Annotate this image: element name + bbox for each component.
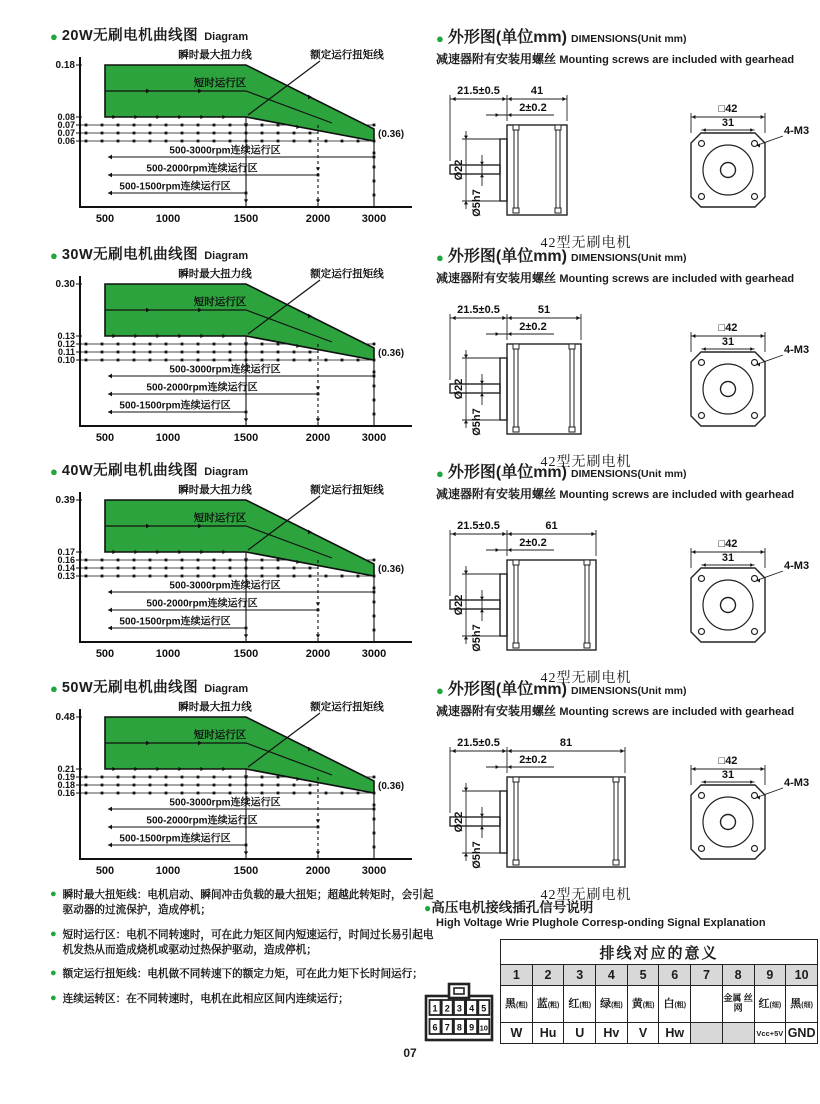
svg-text:Ø5h7: Ø5h7	[471, 408, 483, 436]
svg-text:41: 41	[530, 85, 544, 97]
pin-number-cell: 9	[754, 965, 786, 986]
torque-chart-30w	[50, 264, 420, 452]
signal-title-cn: 高压电机接线插孔信号说明	[431, 900, 594, 915]
svg-text:2000: 2000	[305, 213, 331, 225]
torque-chart-40w	[50, 480, 420, 668]
svg-text:3000: 3000	[361, 213, 387, 225]
svg-text:9: 9	[469, 1022, 475, 1033]
chart-section-50w	[50, 676, 420, 890]
pin-number-cell: 10	[786, 965, 818, 986]
dimension-section-1	[436, 24, 816, 252]
svg-text:31: 31	[721, 769, 735, 781]
dim-heading-cn: 外形图(单位mm)	[447, 29, 567, 46]
svg-text:0.19: 0.19	[57, 772, 75, 782]
dim-sub-en: Mounting screws are included with gearhead	[559, 273, 795, 285]
dimension-heading	[436, 24, 816, 47]
bullet-icon: ●	[50, 967, 57, 980]
svg-text:Ø5h7: Ø5h7	[471, 189, 483, 217]
torque-chart-20w	[50, 45, 420, 233]
svg-text:500-1500rpm连续运行区: 500-1500rpm连续运行区	[119, 181, 231, 193]
svg-text:0.07: 0.07	[57, 128, 75, 138]
signal-name-cell: Vcc+5V	[754, 1023, 786, 1044]
signal-name-cell	[691, 1023, 723, 1044]
svg-text:500-2000rpm连续运行区: 500-2000rpm连续运行区	[146, 163, 258, 175]
svg-text:0.12: 0.12	[57, 339, 75, 349]
svg-text:1: 1	[432, 1003, 438, 1014]
dimension-drawing	[436, 508, 816, 660]
dim-sub-en: Mounting screws are included with gearhead	[559, 489, 795, 501]
svg-text:500-3000rpm连续运行区: 500-3000rpm连续运行区	[169, 364, 281, 376]
svg-text:(0.36): (0.36)	[378, 564, 405, 575]
svg-text:500-3000rpm连续运行区: 500-3000rpm连续运行区	[169, 797, 281, 809]
svg-text:瞬时最大扭力线: 瞬时最大扭力线	[178, 484, 252, 496]
dimension-subheading	[436, 702, 816, 719]
svg-text:2000: 2000	[305, 648, 331, 660]
dim-sub-cn: 减速器附有安装用螺丝	[436, 487, 557, 501]
pin-number-cell: 2	[532, 965, 564, 986]
svg-text:□42: □42	[718, 755, 738, 767]
signal-title	[424, 896, 818, 916]
chart-title-text: 40W无刷电机曲线图	[61, 463, 199, 479]
bullet-icon: ●	[50, 681, 58, 696]
dim-sub-cn: 减速器附有安装用螺丝	[436, 704, 557, 718]
svg-text:500-2000rpm连续运行区: 500-2000rpm连续运行区	[146, 815, 258, 827]
svg-text:1500: 1500	[233, 432, 259, 444]
svg-text:21.5±0.5: 21.5±0.5	[457, 85, 500, 97]
svg-text:4: 4	[469, 1003, 475, 1014]
page-number: 07	[403, 1046, 417, 1060]
svg-text:Ø5h7: Ø5h7	[471, 841, 483, 869]
svg-text:500: 500	[95, 865, 115, 877]
note-text: 连续运转区：在不同转速时，电机在此相应区间内连续运行；	[62, 993, 349, 1006]
signal-row	[424, 939, 818, 1044]
svg-text:1500: 1500	[233, 648, 259, 660]
svg-text:短时运行区: 短时运行区	[193, 77, 247, 89]
dim-heading-cn: 外形图(单位mm)	[447, 681, 567, 698]
note-item	[50, 967, 438, 983]
svg-text:0.13: 0.13	[57, 571, 75, 581]
svg-text:0.14: 0.14	[57, 563, 75, 573]
chart-title-en: Diagram	[204, 683, 249, 695]
svg-text:0.06: 0.06	[57, 136, 75, 146]
svg-text:2: 2	[444, 1003, 450, 1014]
svg-text:额定运行扭矩线: 额定运行扭矩线	[310, 268, 384, 280]
svg-text:0.18: 0.18	[55, 60, 75, 71]
svg-text:短时运行区: 短时运行区	[193, 729, 247, 741]
svg-text:短时运行区: 短时运行区	[193, 296, 247, 308]
svg-text:短时运行区: 短时运行区	[193, 512, 247, 524]
signal-name-cell: V	[627, 1023, 659, 1044]
svg-text:2±0.2: 2±0.2	[519, 321, 547, 333]
svg-text:500-3000rpm连续运行区: 500-3000rpm连续运行区	[169, 145, 281, 157]
connector-plug-icon	[424, 980, 496, 1044]
svg-text:7: 7	[444, 1022, 450, 1033]
svg-text:2±0.2: 2±0.2	[519, 754, 547, 766]
dim-heading-en: DIMENSIONS(Unit mm)	[570, 468, 687, 480]
svg-text:□42: □42	[718, 322, 738, 334]
signal-name-cell: GND	[786, 1023, 818, 1044]
svg-text:0.48: 0.48	[55, 712, 75, 723]
svg-text:500-3000rpm连续运行区: 500-3000rpm连续运行区	[169, 580, 281, 592]
chart-title-40w	[50, 459, 420, 480]
pin-number-cell: 7	[691, 965, 723, 986]
dimension-subheading	[436, 485, 816, 502]
bullet-icon: ●	[436, 683, 444, 698]
note-text: 瞬时最大扭矩线：电机启动、瞬间冲击负载的最大扭矩；超越此转矩时，会引起驱动器的过流保护，造成停机；	[62, 889, 434, 917]
bullet-icon: ●	[50, 464, 58, 479]
svg-text:500: 500	[95, 648, 115, 660]
dimension-section-2	[436, 243, 816, 471]
bullet-icon: ●	[424, 901, 432, 915]
svg-text:额定运行扭矩线: 额定运行扭矩线	[310, 484, 384, 496]
pin-number-cell: 6	[659, 965, 691, 986]
svg-text:0.16: 0.16	[57, 555, 75, 565]
dimension-drawing	[436, 292, 816, 444]
svg-text:6: 6	[432, 1022, 438, 1033]
pin-number-cell: 4	[596, 965, 628, 986]
svg-text:3: 3	[456, 1003, 462, 1014]
dimension-caption: 42型无刷电机	[540, 888, 632, 903]
svg-text:0.17: 0.17	[57, 547, 75, 557]
wire-color-cell: 金属 丝网	[722, 986, 754, 1023]
svg-text:4-M3: 4-M3	[784, 125, 810, 137]
svg-text:2±0.2: 2±0.2	[519, 102, 547, 114]
dim-sub-en: Mounting screws are included with gearhead	[559, 54, 795, 66]
wire-color-cell	[691, 986, 723, 1023]
bullet-icon: ●	[436, 250, 444, 265]
svg-text:1500: 1500	[233, 213, 259, 225]
svg-text:1000: 1000	[155, 432, 181, 444]
bullet-icon: ●	[436, 31, 444, 46]
svg-text:0.39: 0.39	[55, 495, 75, 506]
svg-text:51: 51	[537, 304, 551, 316]
svg-text:□42: □42	[718, 103, 738, 115]
svg-text:0.07: 0.07	[57, 120, 75, 130]
svg-text:31: 31	[721, 336, 735, 348]
note-item	[50, 992, 438, 1008]
signal-name-cell: Hu	[532, 1023, 564, 1044]
svg-text:(0.36): (0.36)	[378, 781, 405, 792]
dim-sub-cn: 减速器附有安装用螺丝	[436, 271, 557, 285]
dim-heading-en: DIMENSIONS(Unit mm)	[570, 252, 687, 264]
signal-table	[500, 939, 818, 1044]
svg-text:0.16: 0.16	[57, 788, 75, 798]
chart-title-text: 20W无刷电机曲线图	[61, 28, 199, 44]
dim-heading-cn: 外形图(单位mm)	[447, 464, 567, 481]
dimension-heading	[436, 676, 816, 699]
svg-text:31: 31	[721, 117, 735, 129]
dim-sub-en: Mounting screws are included with gearhead	[559, 706, 795, 718]
dimension-caption: 42型无刷电机	[540, 455, 632, 470]
dim-heading-cn: 外形图(单位mm)	[447, 248, 567, 265]
bullet-icon: ●	[50, 927, 57, 940]
bullet-icon: ●	[50, 29, 58, 44]
svg-text:Ø22: Ø22	[453, 594, 465, 616]
dim-sub-cn: 减速器附有安装用螺丝	[436, 52, 557, 66]
svg-text:8: 8	[456, 1022, 462, 1033]
chart-title-en: Diagram	[204, 31, 249, 43]
bullet-icon: ●	[436, 466, 444, 481]
chart-title-50w	[50, 676, 420, 697]
dimension-caption: 42型无刷电机	[540, 671, 632, 686]
svg-text:瞬时最大扭力线: 瞬时最大扭力线	[178, 49, 252, 61]
chart-title-en: Diagram	[204, 466, 249, 478]
chart-section-30w	[50, 243, 420, 457]
svg-text:额定运行扭矩线: 额定运行扭矩线	[310, 49, 384, 61]
svg-text:10: 10	[479, 1023, 488, 1033]
signal-name-cell: W	[501, 1023, 533, 1044]
dim-heading-en: DIMENSIONS(Unit mm)	[570, 685, 687, 697]
bullet-icon: ●	[50, 248, 58, 263]
svg-text:1000: 1000	[155, 648, 181, 660]
svg-text:21.5±0.5: 21.5±0.5	[457, 737, 500, 749]
svg-text:4-M3: 4-M3	[784, 777, 810, 789]
signal-name-cell: Hv	[596, 1023, 628, 1044]
note-text: 短时运行区：电机不同转速时，可在此力矩区间内短速运行，时间过长易引起电机发热从而造成烧机或驱动过热保护驱动，造成停机；	[62, 928, 434, 957]
wire-color-cell: 绿(粗)	[596, 986, 628, 1023]
svg-text:(0.36): (0.36)	[378, 348, 405, 359]
svg-text:500-1500rpm连续运行区: 500-1500rpm连续运行区	[119, 400, 231, 412]
svg-text:81: 81	[559, 737, 573, 749]
svg-text:0.30: 0.30	[55, 279, 75, 290]
dimension-heading	[436, 243, 816, 266]
svg-text:额定运行扭矩线: 额定运行扭矩线	[310, 701, 384, 713]
wire-color-cell: 白(粗)	[659, 986, 691, 1023]
svg-text:31: 31	[721, 552, 735, 564]
svg-text:瞬时最大扭力线: 瞬时最大扭力线	[178, 701, 252, 713]
pin-number-cell: 1	[501, 965, 533, 986]
svg-text:□42: □42	[718, 538, 738, 550]
svg-text:21.5±0.5: 21.5±0.5	[457, 520, 500, 532]
torque-chart-50w	[50, 697, 420, 885]
chart-section-20w	[50, 24, 420, 238]
wire-color-cell: 红(细)	[754, 986, 786, 1023]
wire-color-cell: 红(粗)	[564, 986, 596, 1023]
svg-text:0.21: 0.21	[57, 764, 75, 774]
bullet-icon: ●	[50, 888, 57, 900]
svg-text:4-M3: 4-M3	[784, 344, 810, 356]
note-item	[50, 888, 438, 919]
svg-text:500-1500rpm连续运行区: 500-1500rpm连续运行区	[119, 833, 231, 845]
svg-text:Ø22: Ø22	[453, 159, 465, 181]
signal-name-cell	[722, 1023, 754, 1044]
svg-text:500-2000rpm连续运行区: 500-2000rpm连续运行区	[146, 598, 258, 610]
svg-text:500-1500rpm连续运行区: 500-1500rpm连续运行区	[119, 616, 231, 628]
dimension-drawing	[436, 73, 816, 225]
notes-list	[50, 888, 438, 1017]
svg-text:Ø22: Ø22	[453, 378, 465, 400]
svg-text:5: 5	[481, 1003, 487, 1014]
svg-text:4-M3: 4-M3	[784, 560, 810, 572]
svg-text:2000: 2000	[305, 865, 331, 877]
svg-text:61: 61	[545, 520, 558, 532]
dimension-subheading	[436, 50, 816, 67]
chart-title-text: 30W无刷电机曲线图	[61, 247, 199, 263]
svg-text:3000: 3000	[361, 648, 387, 660]
pin-number-cell: 3	[564, 965, 596, 986]
chart-title-text: 50W无刷电机曲线图	[61, 680, 199, 696]
signal-name-cell: U	[564, 1023, 596, 1044]
note-text: 额定运行扭矩线：电机做不同转速下的额定力矩，可在此力矩下长时间运行；	[62, 968, 423, 981]
svg-text:3000: 3000	[361, 865, 387, 877]
wire-color-cell: 黑(粗)	[501, 986, 533, 1023]
dimension-subheading	[436, 269, 816, 286]
svg-text:(0.36): (0.36)	[378, 129, 405, 140]
signal-title-en: High Voltage Wrie Plughole Corresp-onding Signal Explanation	[436, 917, 766, 929]
svg-text:1500: 1500	[233, 865, 259, 877]
dimension-section-4	[436, 676, 816, 904]
pin-number-cell: 5	[627, 965, 659, 986]
chart-title-en: Diagram	[204, 250, 249, 262]
svg-text:21.5±0.5: 21.5±0.5	[457, 304, 500, 316]
svg-text:1000: 1000	[155, 213, 181, 225]
pin-number-cell: 8	[722, 965, 754, 986]
svg-text:1000: 1000	[155, 865, 181, 877]
signal-table-header: 排线对应的意义	[501, 940, 818, 965]
svg-text:0.08: 0.08	[57, 112, 75, 122]
note-item	[50, 928, 438, 959]
svg-text:2000: 2000	[305, 432, 331, 444]
svg-text:500-2000rpm连续运行区: 500-2000rpm连续运行区	[146, 382, 258, 394]
wire-color-cell: 蓝(粗)	[532, 986, 564, 1023]
svg-text:0.11: 0.11	[57, 347, 75, 357]
chart-title-20w	[50, 24, 420, 45]
svg-text:500: 500	[95, 432, 115, 444]
wire-color-cell: 黄(粗)	[627, 986, 659, 1023]
signal-section	[424, 896, 818, 1044]
signal-name-cell: Hw	[659, 1023, 691, 1044]
svg-text:3000: 3000	[361, 432, 387, 444]
svg-text:0.10: 0.10	[57, 355, 75, 365]
svg-text:Ø5h7: Ø5h7	[471, 624, 483, 652]
dimension-caption: 42型无刷电机	[540, 236, 632, 251]
svg-text:Ø22: Ø22	[453, 811, 465, 833]
dimension-drawing	[436, 725, 816, 877]
chart-title-30w	[50, 243, 420, 264]
dimension-heading	[436, 459, 816, 482]
bullet-icon: ●	[50, 992, 57, 1005]
svg-text:0.18: 0.18	[57, 780, 75, 790]
chart-section-40w	[50, 459, 420, 673]
svg-text:瞬时最大扭力线: 瞬时最大扭力线	[178, 268, 252, 280]
wire-color-cell: 黑(细)	[786, 986, 818, 1023]
dim-heading-en: DIMENSIONS(Unit mm)	[570, 33, 687, 45]
svg-text:500: 500	[95, 213, 115, 225]
svg-text:0.13: 0.13	[57, 331, 75, 341]
dimension-section-3	[436, 459, 816, 687]
svg-text:2±0.2: 2±0.2	[519, 537, 547, 549]
